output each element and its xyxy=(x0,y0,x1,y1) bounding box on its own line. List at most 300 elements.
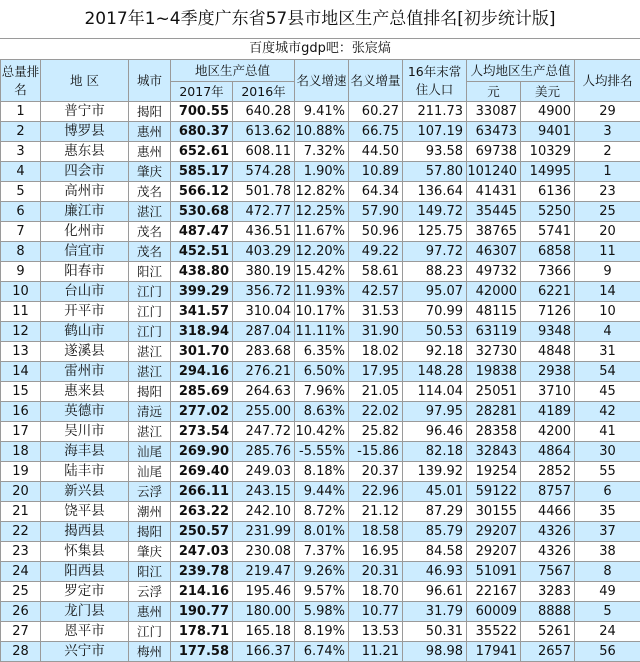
gdp-2017-cell: 652.61 xyxy=(171,142,233,162)
region-cell: 罗定市 xyxy=(41,582,129,602)
increase-cell: 31.53 xyxy=(349,302,403,322)
gdp-2016-cell: 219.47 xyxy=(233,562,295,582)
population-cell: 125.75 xyxy=(403,222,467,242)
gdp-2017-cell: 680.37 xyxy=(171,122,233,142)
growth-cell: 1.90% xyxy=(295,162,349,182)
increase-cell: 16.95 xyxy=(349,542,403,562)
increase-cell: 18.02 xyxy=(349,342,403,362)
gdp-2016-cell: 165.18 xyxy=(233,622,295,642)
table-row xyxy=(1,462,640,482)
table-row xyxy=(1,202,640,222)
rank-cell: 22 xyxy=(1,522,41,542)
growth-cell: 9.41% xyxy=(295,102,349,122)
population-cell: 31.79 xyxy=(403,602,467,622)
region-cell: 揭西县 xyxy=(41,522,129,542)
rank-cell: 20 xyxy=(1,482,41,502)
per-capita-rank-cell: 24 xyxy=(575,622,640,642)
per-capita-rank-cell: 1 xyxy=(575,162,640,182)
region-cell: 吴川市 xyxy=(41,422,129,442)
region-cell: 四会市 xyxy=(41,162,129,182)
population-cell: 107.19 xyxy=(403,122,467,142)
per-capita-yuan-cell: 19838 xyxy=(467,362,521,382)
per-capita-rank-cell: 41 xyxy=(575,422,640,442)
header-per-capita-rank: 人均排名 xyxy=(575,60,640,102)
table-row xyxy=(1,242,640,262)
increase-cell: 21.12 xyxy=(349,502,403,522)
rank-cell: 13 xyxy=(1,342,41,362)
per-capita-rank-cell: 25 xyxy=(575,202,640,222)
table-row xyxy=(1,362,640,382)
gdp-2016-cell: 166.37 xyxy=(233,642,295,662)
region-cell: 阳西县 xyxy=(41,562,129,582)
growth-cell: 12.82% xyxy=(295,182,349,202)
population-cell: 95.07 xyxy=(403,282,467,302)
rank-cell: 6 xyxy=(1,202,41,222)
growth-cell: 6.74% xyxy=(295,642,349,662)
per-capita-usd-cell: 4200 xyxy=(521,422,575,442)
header-usd: 美元 xyxy=(521,82,575,102)
gdp-2016-cell: 285.76 xyxy=(233,442,295,462)
region-cell: 台山市 xyxy=(41,282,129,302)
city-cell: 阳江 xyxy=(129,262,171,282)
table-row xyxy=(1,522,640,542)
growth-cell: 8.63% xyxy=(295,402,349,422)
gdp-2017-cell: 301.70 xyxy=(171,342,233,362)
per-capita-rank-cell: 6 xyxy=(575,482,640,502)
growth-cell: 11.93% xyxy=(295,282,349,302)
region-cell: 龙门县 xyxy=(41,602,129,622)
per-capita-usd-cell: 5250 xyxy=(521,202,575,222)
gdp-2017-cell: 285.69 xyxy=(171,382,233,402)
growth-cell: 8.18% xyxy=(295,462,349,482)
city-cell: 江门 xyxy=(129,622,171,642)
gdp-2017-cell: 318.94 xyxy=(171,322,233,342)
per-capita-yuan-cell: 17941 xyxy=(467,642,521,662)
city-cell: 肇庆 xyxy=(129,542,171,562)
per-capita-usd-cell: 6136 xyxy=(521,182,575,202)
per-capita-usd-cell: 4326 xyxy=(521,542,575,562)
per-capita-usd-cell: 4900 xyxy=(521,102,575,122)
growth-cell: 7.96% xyxy=(295,382,349,402)
per-capita-usd-cell: 7366 xyxy=(521,262,575,282)
population-cell: 136.64 xyxy=(403,182,467,202)
increase-cell: 17.95 xyxy=(349,362,403,382)
rank-cell: 24 xyxy=(1,562,41,582)
per-capita-rank-cell: 11 xyxy=(575,242,640,262)
growth-cell: 8.19% xyxy=(295,622,349,642)
gdp-2017-cell: 277.02 xyxy=(171,402,233,422)
population-cell: 98.98 xyxy=(403,642,467,662)
per-capita-rank-cell: 37 xyxy=(575,522,640,542)
header-gdp-group: 地区生产总值 xyxy=(171,60,295,82)
rank-cell: 14 xyxy=(1,362,41,382)
population-cell: 92.18 xyxy=(403,342,467,362)
per-capita-yuan-cell: 32843 xyxy=(467,442,521,462)
population-cell: 50.31 xyxy=(403,622,467,642)
rank-cell: 15 xyxy=(1,382,41,402)
rank-cell: 26 xyxy=(1,602,41,622)
population-cell: 85.79 xyxy=(403,522,467,542)
gdp-2016-cell: 276.21 xyxy=(233,362,295,382)
per-capita-rank-cell: 20 xyxy=(575,222,640,242)
region-cell: 博罗县 xyxy=(41,122,129,142)
increase-cell: 31.90 xyxy=(349,322,403,342)
gdp-2017-cell: 294.16 xyxy=(171,362,233,382)
population-cell: 84.58 xyxy=(403,542,467,562)
city-cell: 惠州 xyxy=(129,122,171,142)
table-row xyxy=(1,262,640,282)
region-cell: 惠来县 xyxy=(41,382,129,402)
table-row xyxy=(1,502,640,522)
per-capita-rank-cell: 49 xyxy=(575,582,640,602)
region-cell: 兴宁市 xyxy=(41,642,129,662)
per-capita-yuan-cell: 25051 xyxy=(467,382,521,402)
gdp-2017-cell: 341.57 xyxy=(171,302,233,322)
per-capita-yuan-cell: 42000 xyxy=(467,282,521,302)
increase-cell: 60.27 xyxy=(349,102,403,122)
per-capita-rank-cell: 8 xyxy=(575,562,640,582)
rank-cell: 2 xyxy=(1,122,41,142)
increase-cell: 11.21 xyxy=(349,642,403,662)
gdp-2016-cell: 574.28 xyxy=(233,162,295,182)
per-capita-rank-cell: 30 xyxy=(575,442,640,462)
table-row xyxy=(1,602,640,622)
growth-cell: 5.98% xyxy=(295,602,349,622)
per-capita-yuan-cell: 29207 xyxy=(467,542,521,562)
table-row xyxy=(1,322,640,342)
gdp-2016-cell: 472.77 xyxy=(233,202,295,222)
gdp-2016-cell: 264.63 xyxy=(233,382,295,402)
increase-cell: 20.37 xyxy=(349,462,403,482)
per-capita-usd-cell: 9401 xyxy=(521,122,575,142)
gdp-2016-cell: 231.99 xyxy=(233,522,295,542)
increase-cell: 22.02 xyxy=(349,402,403,422)
gdp-2016-cell: 249.03 xyxy=(233,462,295,482)
gdp-2017-cell: 269.90 xyxy=(171,442,233,462)
per-capita-usd-cell: 3710 xyxy=(521,382,575,402)
per-capita-usd-cell: 5741 xyxy=(521,222,575,242)
population-cell: 114.04 xyxy=(403,382,467,402)
increase-cell: 57.90 xyxy=(349,202,403,222)
header-region: 地 区 xyxy=(41,60,129,102)
gdp-2017-cell: 178.71 xyxy=(171,622,233,642)
growth-cell: 6.50% xyxy=(295,362,349,382)
per-capita-usd-cell: 2657 xyxy=(521,642,575,662)
per-capita-yuan-cell: 48115 xyxy=(467,302,521,322)
gdp-ranking-table xyxy=(0,59,640,662)
table-row xyxy=(1,102,640,122)
per-capita-rank-cell: 4 xyxy=(575,322,640,342)
per-capita-yuan-cell: 32730 xyxy=(467,342,521,362)
city-cell: 茂名 xyxy=(129,222,171,242)
city-cell: 揭阳 xyxy=(129,102,171,122)
region-cell: 廉江市 xyxy=(41,202,129,222)
per-capita-yuan-cell: 51091 xyxy=(467,562,521,582)
gdp-2017-cell: 214.16 xyxy=(171,582,233,602)
region-cell: 高州市 xyxy=(41,182,129,202)
region-cell: 英德市 xyxy=(41,402,129,422)
per-capita-yuan-cell: 38765 xyxy=(467,222,521,242)
population-cell: 93.58 xyxy=(403,142,467,162)
population-cell: 88.23 xyxy=(403,262,467,282)
rank-cell: 1 xyxy=(1,102,41,122)
increase-cell: 42.57 xyxy=(349,282,403,302)
table-row xyxy=(1,622,640,642)
gdp-2016-cell: 195.46 xyxy=(233,582,295,602)
per-capita-usd-cell: 5261 xyxy=(521,622,575,642)
growth-cell: 9.44% xyxy=(295,482,349,502)
city-cell: 湛江 xyxy=(129,422,171,442)
region-cell: 海丰县 xyxy=(41,442,129,462)
increase-cell: 18.70 xyxy=(349,582,403,602)
rank-cell: 28 xyxy=(1,642,41,662)
population-cell: 97.95 xyxy=(403,402,467,422)
per-capita-usd-cell: 2938 xyxy=(521,362,575,382)
rank-cell: 19 xyxy=(1,462,41,482)
header-yuan: 元 xyxy=(467,82,521,102)
per-capita-usd-cell: 4466 xyxy=(521,502,575,522)
rank-cell: 4 xyxy=(1,162,41,182)
gdp-2017-cell: 530.68 xyxy=(171,202,233,222)
city-cell: 揭阳 xyxy=(129,382,171,402)
per-capita-rank-cell: 55 xyxy=(575,462,640,482)
gdp-2017-cell: 399.29 xyxy=(171,282,233,302)
table-row xyxy=(1,542,640,562)
increase-cell: 13.53 xyxy=(349,622,403,642)
header-nominal-increase: 名义增量 xyxy=(349,60,403,102)
header-per-capita-group: 人均地区生产总值 xyxy=(467,60,575,82)
gdp-2017-cell: 269.40 xyxy=(171,462,233,482)
table-row xyxy=(1,482,640,502)
gdp-2016-cell: 380.19 xyxy=(233,262,295,282)
city-cell: 江门 xyxy=(129,302,171,322)
increase-cell: -15.86 xyxy=(349,442,403,462)
city-cell: 云浮 xyxy=(129,582,171,602)
per-capita-usd-cell: 4864 xyxy=(521,442,575,462)
table-row xyxy=(1,302,640,322)
growth-cell: 12.25% xyxy=(295,202,349,222)
gdp-2017-cell: 177.58 xyxy=(171,642,233,662)
region-cell: 化州市 xyxy=(41,222,129,242)
increase-cell: 64.34 xyxy=(349,182,403,202)
population-cell: 96.46 xyxy=(403,422,467,442)
per-capita-yuan-cell: 63473 xyxy=(467,122,521,142)
rank-cell: 18 xyxy=(1,442,41,462)
population-cell: 149.72 xyxy=(403,202,467,222)
city-cell: 潮州 xyxy=(129,502,171,522)
rank-cell: 21 xyxy=(1,502,41,522)
population-cell: 139.92 xyxy=(403,462,467,482)
per-capita-rank-cell: 9 xyxy=(575,262,640,282)
per-capita-usd-cell: 6858 xyxy=(521,242,575,262)
table-header xyxy=(1,60,640,102)
table-row xyxy=(1,142,640,162)
gdp-2016-cell: 243.15 xyxy=(233,482,295,502)
gdp-2016-cell: 436.51 xyxy=(233,222,295,242)
gdp-2017-cell: 585.17 xyxy=(171,162,233,182)
increase-cell: 10.89 xyxy=(349,162,403,182)
region-cell: 信宜市 xyxy=(41,242,129,262)
per-capita-rank-cell: 23 xyxy=(575,182,640,202)
increase-cell: 58.61 xyxy=(349,262,403,282)
per-capita-yuan-cell: 35445 xyxy=(467,202,521,222)
per-capita-rank-cell: 10 xyxy=(575,302,640,322)
growth-cell: 10.17% xyxy=(295,302,349,322)
gdp-2016-cell: 180.00 xyxy=(233,602,295,622)
population-cell: 82.18 xyxy=(403,442,467,462)
population-cell: 211.73 xyxy=(403,102,467,122)
rank-cell: 8 xyxy=(1,242,41,262)
per-capita-yuan-cell: 29207 xyxy=(467,522,521,542)
region-cell: 阳春市 xyxy=(41,262,129,282)
per-capita-usd-cell: 10329 xyxy=(521,142,575,162)
per-capita-usd-cell: 14995 xyxy=(521,162,575,182)
per-capita-usd-cell: 8888 xyxy=(521,602,575,622)
region-cell: 陆丰市 xyxy=(41,462,129,482)
city-cell: 肇庆 xyxy=(129,162,171,182)
table-row xyxy=(1,582,640,602)
population-cell: 50.53 xyxy=(403,322,467,342)
population-cell: 45.01 xyxy=(403,482,467,502)
gdp-2016-cell: 310.04 xyxy=(233,302,295,322)
table-row xyxy=(1,642,640,662)
gdp-2016-cell: 283.68 xyxy=(233,342,295,362)
growth-cell: 9.26% xyxy=(295,562,349,582)
increase-cell: 21.05 xyxy=(349,382,403,402)
city-cell: 汕尾 xyxy=(129,442,171,462)
growth-cell: -5.55% xyxy=(295,442,349,462)
per-capita-rank-cell: 54 xyxy=(575,362,640,382)
region-cell: 惠东县 xyxy=(41,142,129,162)
per-capita-usd-cell: 4848 xyxy=(521,342,575,362)
growth-cell: 10.88% xyxy=(295,122,349,142)
rank-cell: 27 xyxy=(1,622,41,642)
table-row xyxy=(1,162,640,182)
table-row xyxy=(1,382,640,402)
city-cell: 湛江 xyxy=(129,342,171,362)
per-capita-yuan-cell: 69738 xyxy=(467,142,521,162)
gdp-2016-cell: 403.29 xyxy=(233,242,295,262)
table-row xyxy=(1,562,640,582)
per-capita-yuan-cell: 22167 xyxy=(467,582,521,602)
per-capita-rank-cell: 56 xyxy=(575,642,640,662)
region-cell: 遂溪县 xyxy=(41,342,129,362)
per-capita-usd-cell: 8757 xyxy=(521,482,575,502)
growth-cell: 15.42% xyxy=(295,262,349,282)
population-cell: 148.28 xyxy=(403,362,467,382)
per-capita-rank-cell: 31 xyxy=(575,342,640,362)
per-capita-yuan-cell: 35522 xyxy=(467,622,521,642)
per-capita-usd-cell: 2852 xyxy=(521,462,575,482)
header-population: 16年末常住人口 xyxy=(403,60,467,102)
table-row xyxy=(1,402,640,422)
growth-cell: 8.01% xyxy=(295,522,349,542)
population-cell: 46.93 xyxy=(403,562,467,582)
growth-cell: 11.67% xyxy=(295,222,349,242)
region-cell: 新兴县 xyxy=(41,482,129,502)
growth-cell: 7.37% xyxy=(295,542,349,562)
population-cell: 97.72 xyxy=(403,242,467,262)
header-2017: 2017年 xyxy=(171,82,233,102)
growth-cell: 9.57% xyxy=(295,582,349,602)
rank-cell: 10 xyxy=(1,282,41,302)
per-capita-yuan-cell: 41431 xyxy=(467,182,521,202)
per-capita-usd-cell: 4189 xyxy=(521,402,575,422)
region-cell: 普宁市 xyxy=(41,102,129,122)
per-capita-rank-cell: 2 xyxy=(575,142,640,162)
growth-cell: 6.35% xyxy=(295,342,349,362)
table-row xyxy=(1,222,640,242)
gdp-2017-cell: 239.78 xyxy=(171,562,233,582)
increase-cell: 44.50 xyxy=(349,142,403,162)
increase-cell: 66.75 xyxy=(349,122,403,142)
rank-cell: 3 xyxy=(1,142,41,162)
per-capita-rank-cell: 45 xyxy=(575,382,640,402)
rank-cell: 11 xyxy=(1,302,41,322)
per-capita-rank-cell: 38 xyxy=(575,542,640,562)
per-capita-yuan-cell: 28358 xyxy=(467,422,521,442)
table-row xyxy=(1,182,640,202)
per-capita-usd-cell: 4326 xyxy=(521,522,575,542)
per-capita-rank-cell: 42 xyxy=(575,402,640,422)
per-capita-rank-cell: 3 xyxy=(575,122,640,142)
per-capita-yuan-cell: 101240 xyxy=(467,162,521,182)
growth-cell: 11.11% xyxy=(295,322,349,342)
header-rank: 总量排名 xyxy=(1,60,41,102)
gdp-2017-cell: 438.80 xyxy=(171,262,233,282)
city-cell: 江门 xyxy=(129,282,171,302)
gdp-2017-cell: 273.54 xyxy=(171,422,233,442)
per-capita-yuan-cell: 49732 xyxy=(467,262,521,282)
gdp-2017-cell: 266.11 xyxy=(171,482,233,502)
per-capita-usd-cell: 7126 xyxy=(521,302,575,322)
per-capita-yuan-cell: 60009 xyxy=(467,602,521,622)
region-cell: 饶平县 xyxy=(41,502,129,522)
table-row xyxy=(1,422,640,442)
increase-cell: 25.82 xyxy=(349,422,403,442)
gdp-2016-cell: 247.72 xyxy=(233,422,295,442)
population-cell: 70.99 xyxy=(403,302,467,322)
city-cell: 惠州 xyxy=(129,602,171,622)
gdp-2017-cell: 700.55 xyxy=(171,102,233,122)
gdp-2016-cell: 255.00 xyxy=(233,402,295,422)
header-nominal-growth: 名义增速 xyxy=(295,60,349,102)
region-cell: 开平市 xyxy=(41,302,129,322)
rank-cell: 16 xyxy=(1,402,41,422)
per-capita-yuan-cell: 30155 xyxy=(467,502,521,522)
increase-cell: 49.22 xyxy=(349,242,403,262)
per-capita-rank-cell: 5 xyxy=(575,602,640,622)
increase-cell: 22.96 xyxy=(349,482,403,502)
rank-cell: 17 xyxy=(1,422,41,442)
gdp-2017-cell: 263.22 xyxy=(171,502,233,522)
growth-cell: 7.32% xyxy=(295,142,349,162)
rank-cell: 25 xyxy=(1,582,41,602)
per-capita-yuan-cell: 59122 xyxy=(467,482,521,502)
table-row xyxy=(1,282,640,302)
per-capita-yuan-cell: 46307 xyxy=(467,242,521,262)
per-capita-rank-cell: 29 xyxy=(575,102,640,122)
per-capita-rank-cell: 35 xyxy=(575,502,640,522)
gdp-2017-cell: 452.51 xyxy=(171,242,233,262)
gdp-2017-cell: 247.03 xyxy=(171,542,233,562)
region-cell: 恩平市 xyxy=(41,622,129,642)
rank-cell: 7 xyxy=(1,222,41,242)
increase-cell: 50.96 xyxy=(349,222,403,242)
per-capita-usd-cell: 9348 xyxy=(521,322,575,342)
gdp-2016-cell: 613.62 xyxy=(233,122,295,142)
population-cell: 57.80 xyxy=(403,162,467,182)
